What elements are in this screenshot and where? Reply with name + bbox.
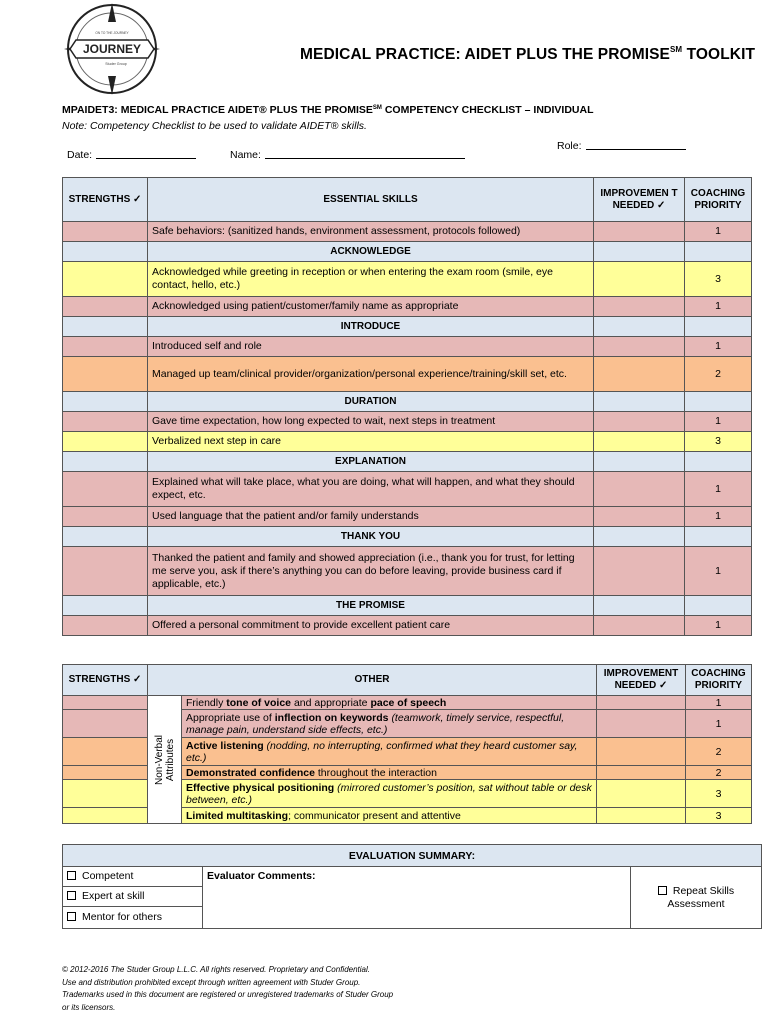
table-row <box>63 297 752 317</box>
improvement-check-cell[interactable] <box>597 738 686 766</box>
strengths-check-cell[interactable] <box>63 432 148 452</box>
strengths-check-cell[interactable] <box>63 337 148 357</box>
coaching-priority-value: 3 <box>686 780 752 808</box>
skill-description: Managed up team/clinical provider/organization/personal experience/training/skill set, etc. <box>148 357 594 392</box>
header-improvement-needed: IMPROVEMEN T NEEDED ✓ <box>594 178 685 222</box>
coaching-priority-value: 1 <box>685 616 752 636</box>
header-coaching-priority: COACHING PRIORITY <box>685 178 752 222</box>
improvement-check-cell[interactable] <box>594 262 685 297</box>
checkbox-icon[interactable] <box>67 871 76 880</box>
improvement-check-cell[interactable] <box>597 808 686 824</box>
improvement-check-cell[interactable] <box>594 507 685 527</box>
attribute-description: Effective physical positioning (mirrored customer’s position, sat without table or desk between, etc.) <box>182 780 597 808</box>
improvement-check-cell[interactable] <box>594 432 685 452</box>
strengths-check-cell[interactable] <box>63 507 148 527</box>
header-coaching-priority: COACHING PRIORITY <box>686 665 752 696</box>
checkbox-icon[interactable] <box>67 891 76 900</box>
section-row <box>63 452 752 472</box>
skill-description: Offered a personal commitment to provide excellent patient care <box>148 616 594 636</box>
checkbox-icon[interactable] <box>658 886 667 895</box>
strengths-check-cell[interactable] <box>63 547 148 596</box>
strengths-check-cell[interactable] <box>63 696 148 710</box>
skill-description: Introduced self and role <box>148 337 594 357</box>
option-mentor[interactable]: Mentor for others <box>63 907 203 929</box>
table-row <box>63 696 752 710</box>
coaching-priority-value: 3 <box>685 432 752 452</box>
attribute-description: Demonstrated confidence throughout the interaction <box>182 766 597 780</box>
section-row <box>63 527 752 547</box>
evaluation-summary-title: EVALUATION SUMMARY: <box>63 845 762 867</box>
coaching-priority-value: 3 <box>686 808 752 824</box>
coaching-priority-value: 2 <box>685 357 752 392</box>
evaluator-comments[interactable]: Evaluator Comments: <box>203 867 631 929</box>
other-attributes-table <box>62 664 752 824</box>
table-row <box>63 507 752 527</box>
option-expert[interactable]: Expert at skill <box>63 887 203 907</box>
section-heading: ACKNOWLEDGE <box>148 242 594 262</box>
section-heading: THE PROMISE <box>148 596 594 616</box>
essential-skills-table <box>62 177 752 636</box>
skill-description: Verbalized next step in care <box>148 432 594 452</box>
attribute-description: Friendly tone of voice and appropriate pace of speech <box>182 696 597 710</box>
strengths-check-cell[interactable] <box>63 472 148 507</box>
section-row <box>63 317 752 337</box>
strengths-check-cell[interactable] <box>63 262 148 297</box>
section-heading: DURATION <box>148 392 594 412</box>
improvement-check-cell[interactable] <box>594 547 685 596</box>
table-row <box>63 222 752 242</box>
section-row <box>63 392 752 412</box>
improvement-check-cell[interactable] <box>597 780 686 808</box>
skill-description: Explained what will take place, what you are doing, what will happen, and what they should expect, etc. <box>148 472 594 507</box>
coaching-priority-value: 1 <box>685 337 752 357</box>
coaching-priority-value: 1 <box>685 412 752 432</box>
coaching-priority-value: 1 <box>685 472 752 507</box>
page-title: MEDICAL PRACTICE: AIDET PLUS THE PROMISE℠ TOOLKIT <box>300 45 756 63</box>
skill-description: Acknowledged using patient/customer/family name as appropriate <box>148 297 594 317</box>
coaching-priority-value: 1 <box>686 710 752 738</box>
header-essential-skills: ESSENTIAL SKILLS <box>148 178 594 222</box>
strengths-check-cell[interactable] <box>63 616 148 636</box>
checkbox-icon[interactable] <box>67 912 76 921</box>
skill-description: Acknowledged while greeting in reception or when entering the exam room (smile, eye contact, hello, etc.) <box>148 262 594 297</box>
skill-description: Used language that the patient and/or family understands <box>148 507 594 527</box>
svg-text:ON TO THE JOURNEY: ON TO THE JOURNEY <box>95 31 129 35</box>
strengths-check-cell[interactable] <box>63 808 148 824</box>
table-row <box>63 337 752 357</box>
strengths-check-cell[interactable] <box>63 710 148 738</box>
improvement-check-cell[interactable] <box>597 696 686 710</box>
date-field[interactable]: Date: <box>67 149 196 161</box>
coaching-priority-value: 2 <box>686 738 752 766</box>
strengths-check-cell[interactable] <box>63 297 148 317</box>
skill-description: Thanked the patient and family and showed appreciation (i.e., thank you for trust, for letting me serve you, ask if there’s anything you can do before leaving, provide business card if applicable, etc.) <box>148 547 594 596</box>
strengths-check-cell[interactable] <box>63 766 148 780</box>
coaching-priority-value: 1 <box>685 507 752 527</box>
journey-logo <box>62 2 162 96</box>
non-verbal-attributes-label: Non-Verbal Attributes <box>148 696 182 824</box>
improvement-check-cell[interactable] <box>597 710 686 738</box>
strengths-check-cell[interactable] <box>63 780 148 808</box>
table-row <box>63 412 752 432</box>
skill-description: Safe behaviors: (sanitized hands, environment assessment, protocols followed) <box>148 222 594 242</box>
strengths-check-cell[interactable] <box>63 357 148 392</box>
strengths-check-cell[interactable] <box>63 222 148 242</box>
coaching-priority-value: 3 <box>685 262 752 297</box>
header-strengths: STRENGTHS ✓ <box>63 665 148 696</box>
note-text: Note: Competency Checklist to be used to validate AIDET® skills. <box>62 120 367 132</box>
footer-copyright: © 2012-2016 The Studer Group L.L.C. All rights reserved. Proprietary and Confidential. Use and distribution prohibited except through written agreement with Studer Group. Trademarks used in this document are registered or unregistered trademarks of Studer Group or its licensors. <box>62 965 394 1012</box>
attribute-description: Appropriate use of inflection on keywords (teamwork, timely service, respectful, manage pain, understand side effects, etc.) <box>182 710 597 738</box>
header-strengths: STRENGTHS ✓ <box>63 178 148 222</box>
coaching-priority-value: 1 <box>686 696 752 710</box>
header-improvement-needed: IMPROVEMENT NEEDED ✓ <box>597 665 686 696</box>
strengths-check-cell[interactable] <box>63 412 148 432</box>
section-row <box>63 242 752 262</box>
skill-description: Gave time expectation, how long expected to wait, next steps in treatment <box>148 412 594 432</box>
coaching-priority-value: 2 <box>686 766 752 780</box>
improvement-check-cell[interactable] <box>594 472 685 507</box>
role-field[interactable]: Role: <box>557 140 686 152</box>
header-other: OTHER <box>148 665 597 696</box>
checklist-subtitle: MPAIDET3: MEDICAL PRACTICE AIDET® PLUS THE PROMISE℠ COMPETENCY CHECKLIST – INDIVIDUAL <box>62 104 594 116</box>
section-heading: THANK YOU <box>148 527 594 547</box>
improvement-check-cell[interactable] <box>594 222 685 242</box>
svg-text:Studer Group: Studer Group <box>105 62 127 66</box>
improvement-check-cell[interactable] <box>594 337 685 357</box>
improvement-check-cell[interactable] <box>594 616 685 636</box>
strengths-check-cell[interactable] <box>63 738 148 766</box>
table-row <box>63 472 752 507</box>
attribute-description: Active listening (nodding, no interrupting, confirmed what they heard customer say, etc.) <box>182 738 597 766</box>
section-heading: INTRODUCE <box>148 317 594 337</box>
table-row <box>63 357 752 392</box>
improvement-check-cell[interactable] <box>594 297 685 317</box>
evaluation-summary-table <box>62 844 762 929</box>
name-field[interactable]: Name: <box>230 149 465 161</box>
coaching-priority-value: 1 <box>685 547 752 596</box>
table-row <box>63 432 752 452</box>
coaching-priority-value: 1 <box>685 222 752 242</box>
improvement-check-cell[interactable] <box>597 766 686 780</box>
section-heading: EXPLANATION <box>148 452 594 472</box>
section-row <box>63 596 752 616</box>
repeat-skills-assessment[interactable]: Repeat Skills Assessment <box>631 867 762 929</box>
improvement-check-cell[interactable] <box>594 412 685 432</box>
coaching-priority-value: 1 <box>685 297 752 317</box>
table-row <box>63 262 752 297</box>
option-competent[interactable]: Competent <box>63 867 203 887</box>
table-row <box>63 547 752 596</box>
attribute-description: Limited multitasking; communicator present and attentive <box>182 808 597 824</box>
table-row <box>63 616 752 636</box>
svg-text:JOURNEY: JOURNEY <box>82 42 142 56</box>
improvement-check-cell[interactable] <box>594 357 685 392</box>
